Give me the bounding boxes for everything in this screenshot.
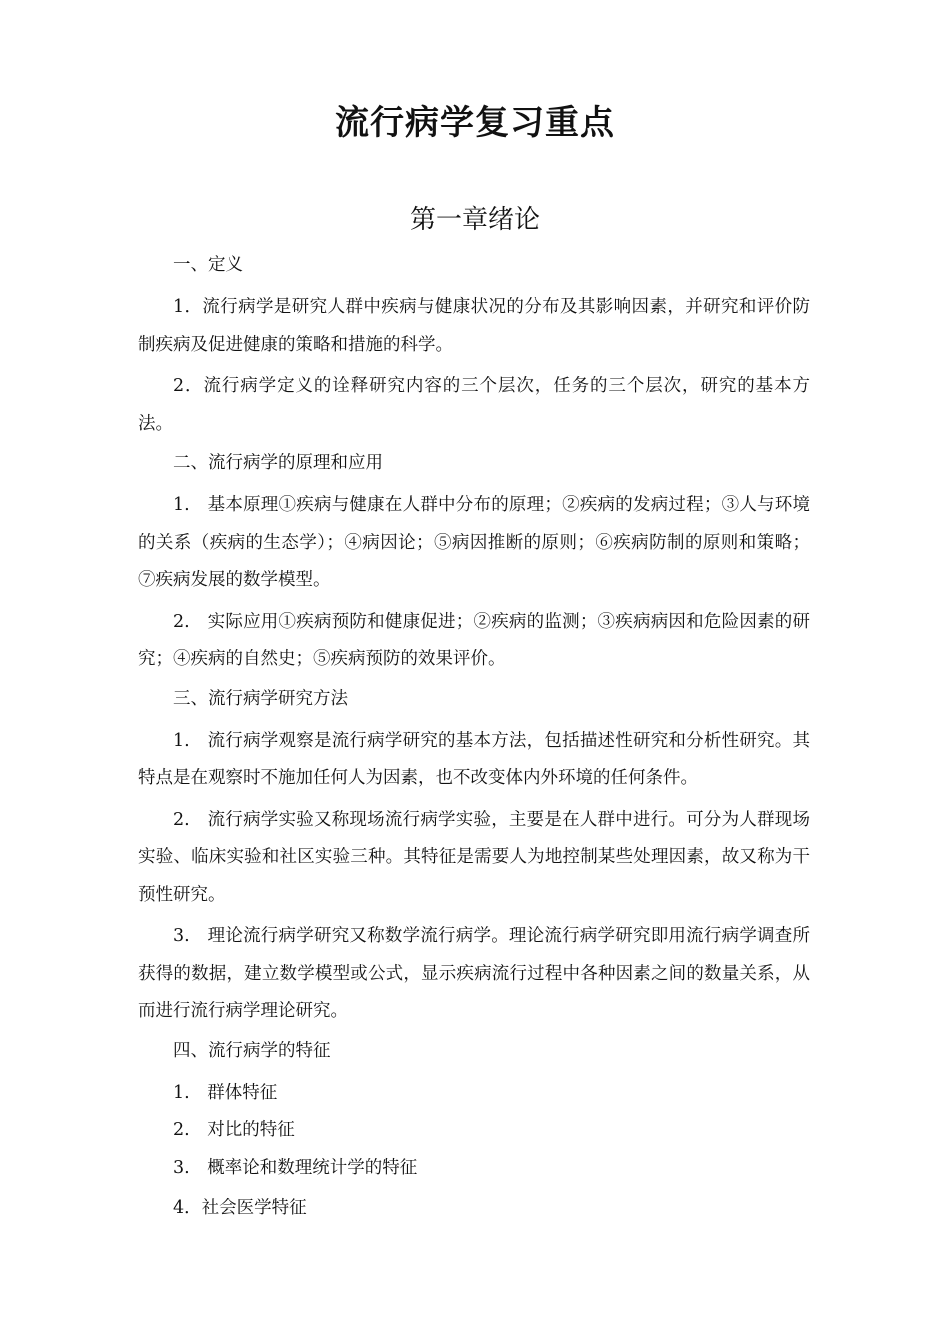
section-features	[138, 1035, 810, 1230]
paragraph: 2. 实际应用①疾病预防和健康促进；②疾病的监测；③疾病病因和危险因素的研究；④疾病的自然史；⑤疾病预防的效果评价。	[138, 611, 810, 669]
document-body	[138, 249, 810, 1229]
chapter-title: 第一章绪论	[409, 205, 540, 235]
section-heading: 一、定义	[173, 255, 243, 275]
document-title: 流行病学复习重点	[335, 103, 615, 143]
list-item: 4．社会医学特征	[173, 1198, 307, 1218]
list-item: 2. 对比的特征	[173, 1120, 295, 1140]
section-heading: 四、流行病学的特征	[173, 1040, 331, 1061]
paragraph: 2. 流行病学实验又称现场流行病学实验，主要是在人群中进行。可分为人群现场实验、临床实验和社区实验三种。其特征是需要人为地控制某些处理因素，故又称为干预性研究。	[138, 809, 810, 905]
section-methods	[138, 683, 810, 1031]
section-heading: 二、流行病学的原理和应用	[173, 453, 383, 473]
paragraph: 1. 流行病学观察是流行病学研究的基本方法，包括描述性研究和分析性研究。其特点是在观察时不施加任何人为因素，也不改变体内外环境的任何条件。	[138, 730, 810, 788]
paragraph: 1. 基本原理①疾病与健康在人群中分布的原理；②疾病的发病过程；③人与环境的关系（疾病的生态学）；④病因论；⑤病因推断的原则；⑥疾病防制的原则和策略；⑦疾病发展的数学模型。	[138, 495, 810, 590]
section-principles	[138, 447, 810, 679]
paragraph: 1．流行病学是研究人群中疾病与健康状况的分布及其影响因素，并研究和评价防制疾病及促进健康的策略和措施的科学。	[138, 297, 810, 355]
section-heading: 三、流行病学研究方法	[173, 688, 348, 709]
list-item: 1. 群体特征	[173, 1082, 278, 1103]
list-item: 3. 概率论和数理统计学的特征	[173, 1157, 418, 1178]
paragraph: 3. 理论流行病学研究又称数学流行病学。理论流行病学研究即用流行病学调查所获得的数据，建立数学模型或公式，显示疾病流行过程中各种因素之间的数量关系，从而进行流行病学理论研究。	[138, 926, 810, 1021]
section-definition	[138, 249, 810, 443]
paragraph: 2．流行病学定义的诠释研究内容的三个层次，任务的三个层次，研究的基本方法。	[138, 376, 810, 434]
